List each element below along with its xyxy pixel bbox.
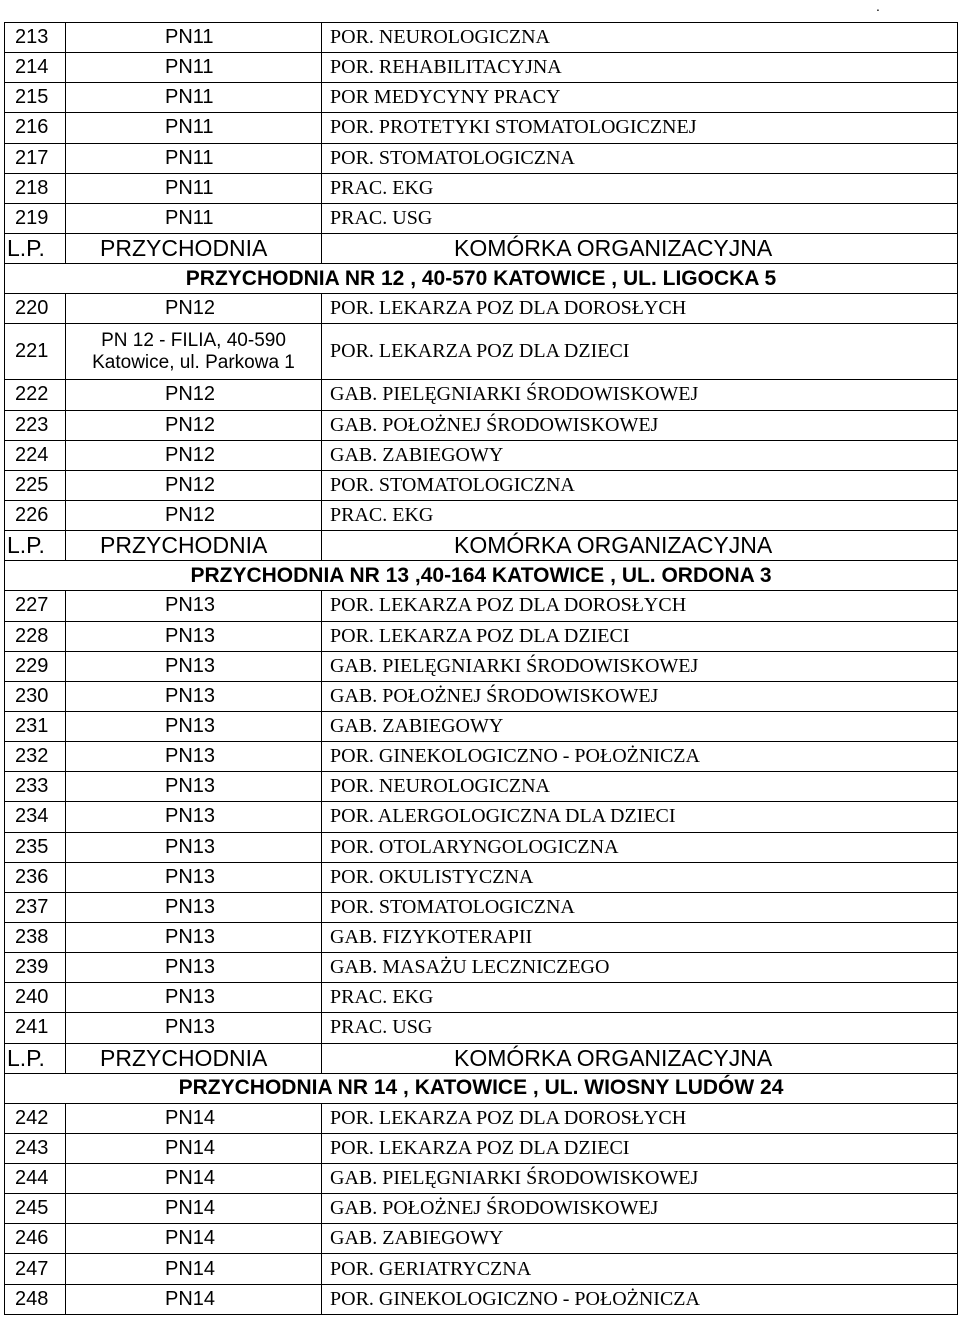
row-number: 214	[5, 53, 66, 83]
row-number: 216	[5, 113, 66, 143]
row-number: 244	[5, 1164, 66, 1194]
row-number: 228	[5, 621, 66, 651]
row-number: 219	[5, 203, 66, 233]
unit-name: POR. GERIATRYCZNA	[322, 1254, 958, 1284]
unit-name: POR. LEKARZA POZ DLA DZIECI	[322, 621, 958, 651]
clinic-code: PN14	[66, 1103, 322, 1133]
header-lp: L.P.	[5, 233, 66, 263]
unit-name: GAB. ZABIEGOWY	[322, 1224, 958, 1254]
unit-name: POR. NEUROLOGICZNA	[322, 23, 958, 53]
clinic-units-table	[4, 22, 958, 1315]
unit-name: POR. REHABILITACYJNA	[322, 53, 958, 83]
row-number: 231	[5, 711, 66, 741]
clinic-code: PN13	[66, 892, 322, 922]
unit-name: POR. LEKARZA POZ DLA DOROSŁYCH	[322, 294, 958, 324]
unit-name: POR. GINEKOLOGICZNO - POŁOŻNICZA	[322, 1284, 958, 1314]
unit-name: GAB. POŁOŻNEJ ŚRODOWISKOWEJ	[322, 410, 958, 440]
clinic-code: PN14	[66, 1284, 322, 1314]
table-row	[5, 410, 958, 440]
clinic-code: PN13	[66, 832, 322, 862]
clinic-code: PN13	[66, 591, 322, 621]
row-number: 226	[5, 500, 66, 530]
clinic-code: PN13	[66, 772, 322, 802]
table-row	[5, 294, 958, 324]
header-lp: L.P.	[5, 1043, 66, 1073]
table-row	[5, 380, 958, 410]
table-row	[5, 23, 958, 53]
header-komorka: KOMÓRKA ORGANIZACYJNA	[322, 531, 958, 561]
table-row	[5, 1013, 958, 1043]
row-number: 245	[5, 1194, 66, 1224]
unit-name: PRAC. USG	[322, 203, 958, 233]
clinic-code: PN11	[66, 113, 322, 143]
table-row	[5, 983, 958, 1013]
clinic-code: PN11	[66, 203, 322, 233]
unit-name: POR. STOMATOLOGICZNA	[322, 470, 958, 500]
unit-name: PRAC. EKG	[322, 983, 958, 1013]
table-row	[5, 500, 958, 530]
row-number: 215	[5, 83, 66, 113]
row-number: 229	[5, 651, 66, 681]
unit-name: GAB. PIELĘGNIARKI ŚRODOWISKOWEJ	[322, 1164, 958, 1194]
row-number: 217	[5, 143, 66, 173]
header-przychodnia: PRZYCHODNIA	[66, 233, 322, 263]
table-row	[5, 173, 958, 203]
unit-name: GAB. POŁOŻNEJ ŚRODOWISKOWEJ	[322, 1194, 958, 1224]
table-row	[5, 681, 958, 711]
branch-line-1: PN 12 - FILIA, 40-590	[101, 329, 286, 351]
row-number: 248	[5, 1284, 66, 1314]
row-number: 222	[5, 380, 66, 410]
header-komorka: KOMÓRKA ORGANIZACYJNA	[322, 1043, 958, 1073]
table-row	[5, 711, 958, 741]
table-header-row	[5, 233, 958, 263]
table-row	[5, 862, 958, 892]
row-number: 234	[5, 802, 66, 832]
table-row	[5, 1224, 958, 1254]
clinic-code: PN14	[66, 1164, 322, 1194]
table-row	[5, 1254, 958, 1284]
unit-name: POR. LEKARZA POZ DLA DZIECI	[322, 1133, 958, 1163]
clinic-code: PN11	[66, 83, 322, 113]
row-number: 238	[5, 922, 66, 952]
row-number: 227	[5, 591, 66, 621]
table-row	[5, 591, 958, 621]
clinic-code: PN11	[66, 143, 322, 173]
table-header-row	[5, 1043, 958, 1073]
clinic-branch-address	[66, 324, 322, 380]
clinic-code: PN13	[66, 862, 322, 892]
clinic-13-title: PRZYCHODNIA NR 13 ,40-164 KATOWICE , UL. ORDONA 3	[5, 561, 958, 591]
row-number: 242	[5, 1103, 66, 1133]
row-number: 239	[5, 953, 66, 983]
row-number: 236	[5, 862, 66, 892]
unit-name: GAB. PIELĘGNIARKI ŚRODOWISKOWEJ	[322, 651, 958, 681]
unit-name: PRAC. EKG	[322, 173, 958, 203]
clinic-code: PN13	[66, 681, 322, 711]
clinic-code: PN13	[66, 922, 322, 952]
table-row	[5, 1164, 958, 1194]
unit-name: POR. OTOLARYNGOLOGICZNA	[322, 832, 958, 862]
unit-name: PRAC. USG	[322, 1013, 958, 1043]
table-row	[5, 832, 958, 862]
table-row	[5, 802, 958, 832]
header-przychodnia: PRZYCHODNIA	[66, 1043, 322, 1073]
table-row	[5, 53, 958, 83]
clinic-code: PN13	[66, 983, 322, 1013]
table-body	[5, 23, 958, 1315]
row-number: 247	[5, 1254, 66, 1284]
clinic-code: PN14	[66, 1254, 322, 1284]
clinic-code: PN13	[66, 621, 322, 651]
table-row	[5, 1133, 958, 1163]
table-row	[5, 772, 958, 802]
table-row	[5, 440, 958, 470]
unit-name: GAB. PIELĘGNIARKI ŚRODOWISKOWEJ	[322, 380, 958, 410]
clinic-title-row	[5, 264, 958, 294]
table-row	[5, 892, 958, 922]
row-number: 220	[5, 294, 66, 324]
unit-name: POR. LEKARZA POZ DLA DOROSŁYCH	[322, 1103, 958, 1133]
row-number: 243	[5, 1133, 66, 1163]
row-number: 223	[5, 410, 66, 440]
clinic-14-title: PRZYCHODNIA NR 14 , KATOWICE , UL. WIOSNY LUDÓW 24	[5, 1073, 958, 1103]
row-number: 241	[5, 1013, 66, 1043]
clinic-code: PN11	[66, 173, 322, 203]
row-number: 218	[5, 173, 66, 203]
clinic-code: PN12	[66, 380, 322, 410]
row-number: 221	[5, 324, 66, 380]
row-number: 235	[5, 832, 66, 862]
table-row	[5, 922, 958, 952]
table-row	[5, 1194, 958, 1224]
header-komorka: KOMÓRKA ORGANIZACYJNA	[322, 233, 958, 263]
clinic-code: PN13	[66, 711, 322, 741]
table-row	[5, 203, 958, 233]
table-row	[5, 953, 958, 983]
row-number: 225	[5, 470, 66, 500]
unit-name: POR. STOMATOLOGICZNA	[322, 143, 958, 173]
row-number: 233	[5, 772, 66, 802]
table-header-row	[5, 531, 958, 561]
header-lp: L.P.	[5, 531, 66, 561]
unit-name: GAB. ZABIEGOWY	[322, 711, 958, 741]
unit-name: POR. LEKARZA POZ DLA DZIECI	[322, 324, 958, 380]
header-przychodnia: PRZYCHODNIA	[66, 531, 322, 561]
unit-name: PRAC. EKG	[322, 500, 958, 530]
row-number: 237	[5, 892, 66, 922]
clinic-code: PN13	[66, 651, 322, 681]
table-row	[5, 470, 958, 500]
clinic-code: PN13	[66, 802, 322, 832]
clinic-title-row	[5, 1073, 958, 1103]
clinic-code: PN12	[66, 470, 322, 500]
branch-line-2: Katowice, ul. Parkowa 1	[92, 351, 295, 373]
row-number: 240	[5, 983, 66, 1013]
table-row	[5, 621, 958, 651]
clinic-code: PN12	[66, 294, 322, 324]
unit-name: GAB. FIZYKOTERAPII	[322, 922, 958, 952]
table-row	[5, 113, 958, 143]
table-row	[5, 742, 958, 772]
clinic-code: PN13	[66, 1013, 322, 1043]
clinic-code: PN14	[66, 1194, 322, 1224]
row-number: 246	[5, 1224, 66, 1254]
clinic-code: PN11	[66, 53, 322, 83]
unit-name: POR. ALERGOLOGICZNA DLA DZIECI	[322, 802, 958, 832]
unit-name: GAB. POŁOŻNEJ ŚRODOWISKOWEJ	[322, 681, 958, 711]
clinic-code: PN13	[66, 953, 322, 983]
table-row	[5, 1103, 958, 1133]
unit-name: POR. NEUROLOGICZNA	[322, 772, 958, 802]
clinic-code: PN12	[66, 410, 322, 440]
unit-name: POR. LEKARZA POZ DLA DOROSŁYCH	[322, 591, 958, 621]
unit-name: POR. OKULISTYCZNA	[322, 862, 958, 892]
table-row	[5, 83, 958, 113]
clinic-code: PN14	[66, 1133, 322, 1163]
table-row	[5, 143, 958, 173]
unit-name: POR. STOMATOLOGICZNA	[322, 892, 958, 922]
row-number: 213	[5, 23, 66, 53]
table-row	[5, 651, 958, 681]
corner-mark: .	[876, 0, 880, 14]
table-row	[5, 324, 958, 380]
row-number: 232	[5, 742, 66, 772]
unit-name: POR. GINEKOLOGICZNO - POŁOŻNICZA	[322, 742, 958, 772]
row-number: 224	[5, 440, 66, 470]
unit-name: GAB. ZABIEGOWY	[322, 440, 958, 470]
clinic-code: PN12	[66, 500, 322, 530]
unit-name: POR. PROTETYKI STOMATOLOGICZNEJ	[322, 113, 958, 143]
clinic-12-title: PRZYCHODNIA NR 12 , 40-570 KATOWICE , UL. LIGOCKA 5	[5, 264, 958, 294]
row-number: 230	[5, 681, 66, 711]
clinic-code: PN11	[66, 23, 322, 53]
clinic-title-row	[5, 561, 958, 591]
clinic-code: PN13	[66, 742, 322, 772]
clinic-code: PN14	[66, 1224, 322, 1254]
unit-name: GAB. MASAŻU LECZNICZEGO	[322, 953, 958, 983]
unit-name: POR MEDYCYNY PRACY	[322, 83, 958, 113]
clinic-code: PN12	[66, 440, 322, 470]
table-row	[5, 1284, 958, 1314]
